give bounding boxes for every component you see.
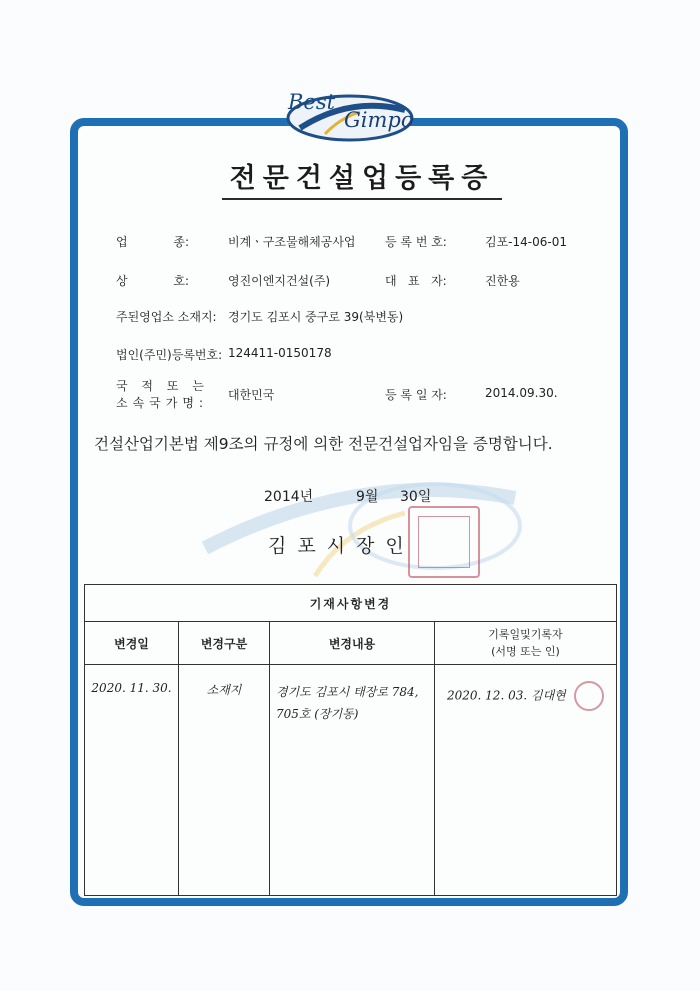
nationality-label-line1: 국 적 또 는: [116, 379, 209, 393]
reg-date-label: 등 록 일 자:: [385, 388, 447, 402]
row-content-line2: 705호 (장기동): [276, 707, 359, 721]
page-title: 전문건설업등록증: [222, 156, 502, 200]
col-header-recorder-line2: (서명 또는 인): [491, 645, 560, 658]
logo-best-text: Best: [288, 90, 336, 114]
reg-date-value: 2014.09.30.: [485, 386, 558, 400]
reg-no-label: 등 록 번 호:: [385, 235, 447, 249]
corp-no-value: 124411-0150178: [228, 346, 332, 360]
issue-month: 9월: [356, 489, 379, 505]
company-label: 상 호:: [116, 274, 190, 288]
logo-gimpo-text: Gimpo: [344, 108, 414, 132]
row-recorded-date: 2020. 12. 03.: [447, 688, 528, 703]
row-content: [270, 665, 435, 896]
col-header-content: 변경내용: [270, 622, 435, 665]
company-value: 영진이엔지건설(주): [228, 274, 331, 288]
row-category: 소재지: [179, 665, 270, 896]
certification-statement: 건설산업기본법 제9조의 규정에 의한 전문건설업자임을 증명합니다.: [94, 435, 553, 453]
issuer-name: 김포시장인: [268, 535, 415, 557]
business-type-label: 업 종:: [116, 235, 190, 249]
issue-day: 30일: [400, 489, 432, 505]
business-type-value: 비계ㆍ구조물해체공사업: [228, 235, 356, 249]
office-label: 주된영업소 소재지:: [116, 310, 217, 324]
official-seal-icon: [408, 506, 480, 578]
nationality-value: 대한민국: [228, 388, 275, 402]
representative-label: 대 표 자:: [385, 274, 447, 288]
table-row: [85, 665, 617, 896]
row-content-line1: 경기도 김포시 태장로 784,: [276, 685, 419, 699]
representative-value: 진한용: [485, 274, 520, 288]
corp-no-label: 법인(주민)등록번호:: [116, 348, 223, 362]
col-header-recorder: [435, 622, 617, 665]
change-log-title: 기재사항변경: [85, 585, 617, 622]
row-date: 2020. 11. 30.: [85, 665, 179, 896]
row-recorder-signature: 김대현: [530, 688, 566, 703]
col-header-date: 변경일: [85, 622, 179, 665]
issue-year: 2014년: [264, 489, 314, 505]
col-header-category: 변경구분: [179, 622, 270, 665]
best-gimpo-logo: [270, 88, 430, 144]
office-value: 경기도 김포시 중구로 39(북변동): [228, 310, 404, 324]
recorder-stamp-icon: [574, 681, 604, 711]
col-header-recorder-line1: 기록일및기록자: [488, 628, 563, 641]
row-recorder: [435, 665, 617, 896]
reg-no-value: 김포-14-06-01: [485, 235, 567, 249]
change-log-table: [84, 584, 617, 896]
nationality-label-line2: 소속국가명:: [116, 396, 209, 410]
